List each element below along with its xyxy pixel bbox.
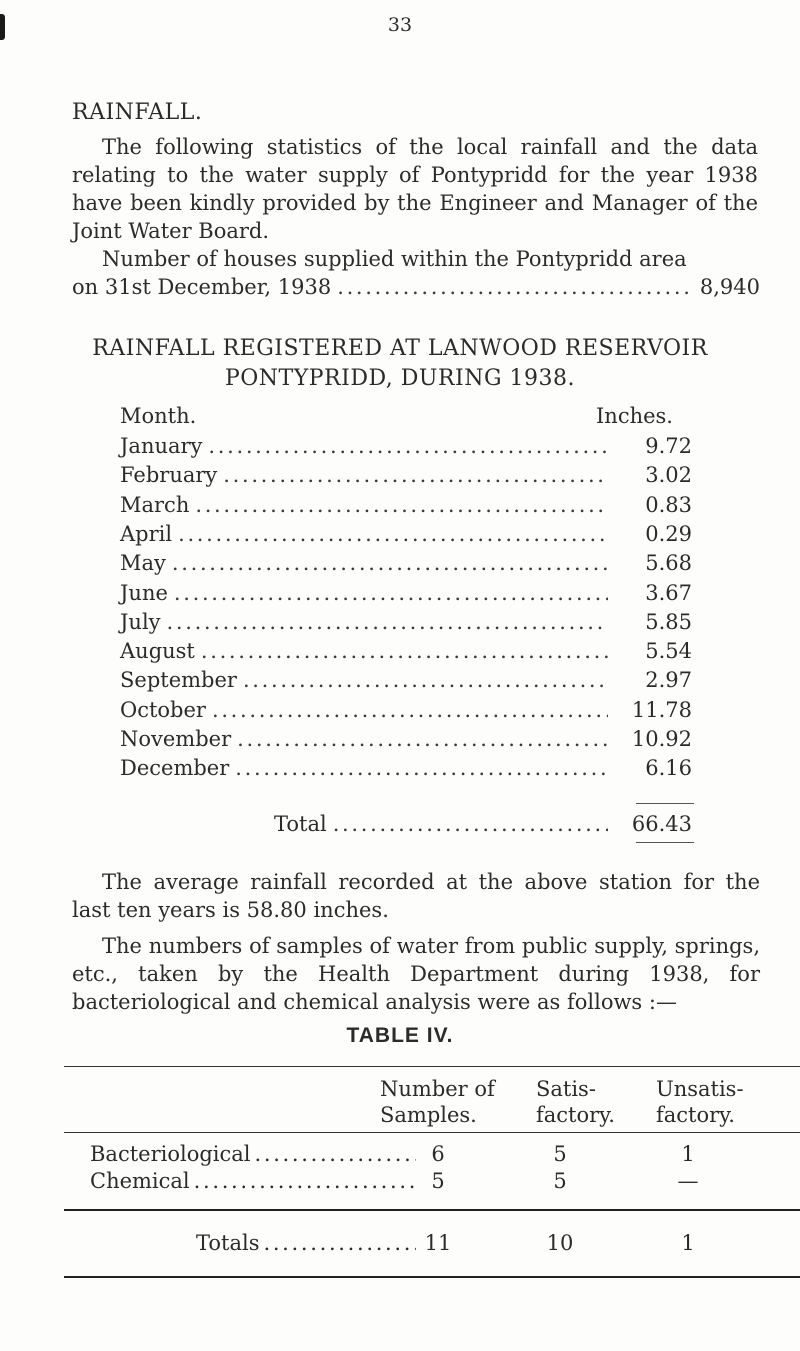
- rainfall-table-title: RAINFALL REGISTERED AT LANWOOD RESERVOIR: [92, 336, 708, 361]
- rainfall-inches: 5.68: [645, 551, 692, 576]
- houses-supplied-text: Number of houses supplied within the Pontypridd area: [102, 247, 687, 271]
- total-value: 66.43: [631, 812, 692, 836]
- rainfall-row-november: [120, 727, 692, 751]
- dot-leader: [263, 1231, 416, 1255]
- satisfactory-cell: 5: [553, 1142, 567, 1166]
- month-label: July: [120, 609, 161, 634]
- month-label: June: [120, 580, 168, 605]
- row-label: Chemical: [90, 1169, 190, 1193]
- totals-label: Totals: [196, 1231, 260, 1255]
- rainfall-row-january: [120, 434, 692, 458]
- dot-leader: [235, 756, 608, 780]
- dot-leader: [174, 581, 608, 605]
- table-row: [90, 1169, 790, 1197]
- samples-total: 11: [424, 1231, 452, 1255]
- rainfall-inches: 5.54: [645, 639, 692, 664]
- satis-header-line2: factory.: [536, 1103, 615, 1127]
- rainfall-row-june: [120, 581, 692, 605]
- rainfall-inches: 3.67: [645, 580, 692, 605]
- month-column-header: Month.: [120, 404, 197, 428]
- dot-leader: [194, 1169, 416, 1193]
- dot-leader: [178, 522, 608, 546]
- unsatis-header-line1: Unsatis-: [656, 1077, 744, 1101]
- samples-header-line1: Number of: [380, 1077, 495, 1101]
- table-iv-title: TABLE IV.: [346, 1024, 454, 1047]
- dot-leader: [208, 434, 608, 458]
- table-rule-totals: [64, 1209, 800, 1211]
- month-label: November: [120, 727, 232, 751]
- dot-leader: [167, 610, 608, 634]
- samples-cell: 5: [431, 1169, 445, 1193]
- rainfall-inches: 2.97: [645, 668, 692, 693]
- unsatisfactory-total: 1: [681, 1231, 695, 1255]
- month-label: May: [120, 551, 166, 576]
- dot-leader: [337, 275, 694, 299]
- rainfall-row-august: [120, 639, 692, 663]
- samples-paragraph: The numbers of samples of water from public supply, springs, etc., taken by the Health Department during 1938, for bacteriological and chemical analysis were as follows :—: [72, 934, 760, 1014]
- houses-supplied-row: [72, 275, 760, 299]
- rainfall-row-april: [120, 522, 692, 546]
- rainfall-inches: 5.85: [645, 609, 692, 634]
- rainfall-inches: 10.92: [631, 727, 692, 751]
- rainfall-inches: 0.83: [645, 492, 692, 517]
- rainfall-inches: 6.16: [645, 756, 692, 781]
- unsatis-header-line2: factory.: [656, 1103, 735, 1127]
- rainfall-row-may: [120, 551, 692, 575]
- rainfall-inches: 3.02: [645, 463, 692, 488]
- rainfall-row-september: [120, 668, 692, 692]
- rainfall-inches: 11.78: [631, 697, 692, 722]
- month-label: February: [120, 463, 218, 488]
- unsatisfactory-cell: 1: [681, 1142, 695, 1166]
- rainfall-total-row: [274, 812, 692, 836]
- month-label: October: [120, 697, 206, 722]
- table-rule-header: [64, 1132, 800, 1133]
- month-label: September: [120, 668, 237, 693]
- average-rainfall-paragraph: The average rainfall recorded at the above station for the last ten years is 58.80 inches.: [72, 870, 760, 922]
- dot-leader: [243, 668, 608, 692]
- dot-leader: [172, 551, 608, 575]
- satis-header-line1: Satis-: [536, 1077, 596, 1101]
- month-label: August: [120, 639, 195, 664]
- dot-leader: [201, 639, 608, 663]
- dot-leader: [223, 463, 608, 487]
- rainfall-inches: 0.29: [645, 521, 692, 546]
- page-number: 33: [387, 14, 413, 36]
- houses-count: 8,940: [699, 275, 760, 299]
- unsatisfactory-cell: —: [677, 1169, 699, 1193]
- month-label: December: [120, 756, 230, 781]
- table-rule-top: [64, 1066, 800, 1067]
- rainfall-row-march: [120, 493, 692, 517]
- satisfactory-cell: 5: [553, 1169, 567, 1193]
- dot-leader: [255, 1142, 417, 1166]
- total-label: Total: [274, 812, 327, 836]
- month-label: January: [120, 434, 203, 458]
- dot-leader: [212, 698, 608, 722]
- rainfall-row-december: [120, 756, 692, 780]
- row-label: Bacteriological: [90, 1142, 251, 1166]
- rainfall-table-subtitle: PONTYPRIDD, DURING 1938.: [224, 366, 576, 391]
- dot-leader: [195, 493, 608, 517]
- samples-cell: 6: [431, 1142, 445, 1166]
- dot-leader: [333, 812, 608, 836]
- totals-row: [90, 1231, 790, 1259]
- rainfall-row-october: [120, 698, 692, 722]
- unsatisfactory-column-header: [656, 1076, 796, 1128]
- table-rule-bottom: [64, 1276, 800, 1278]
- houses-date-label: on 31st December, 1938: [72, 275, 332, 299]
- table-row: [90, 1142, 790, 1170]
- inches-column-header: Inches.: [596, 404, 673, 428]
- samples-header-line2: Samples.: [380, 1103, 477, 1127]
- total-rule-top: [636, 803, 694, 804]
- intro-paragraph: The following statistics of the local rainfall and the data relating to the water supply of Pontypridd for the year 1938 have been kindly provided by the Engineer and Manager of the Joint Water Board.: [72, 135, 758, 243]
- rainfall-row-february: [120, 463, 692, 487]
- satisfactory-column-header: [536, 1076, 676, 1128]
- month-label: April: [120, 521, 173, 546]
- total-rule-bottom: [636, 842, 694, 843]
- rainfall-inches: 9.72: [645, 434, 692, 458]
- section-heading: RAINFALL.: [72, 100, 203, 125]
- dot-leader: [237, 727, 608, 751]
- rainfall-row-july: [120, 610, 692, 634]
- month-label: March: [120, 492, 190, 517]
- satisfactory-total: 10: [546, 1231, 574, 1255]
